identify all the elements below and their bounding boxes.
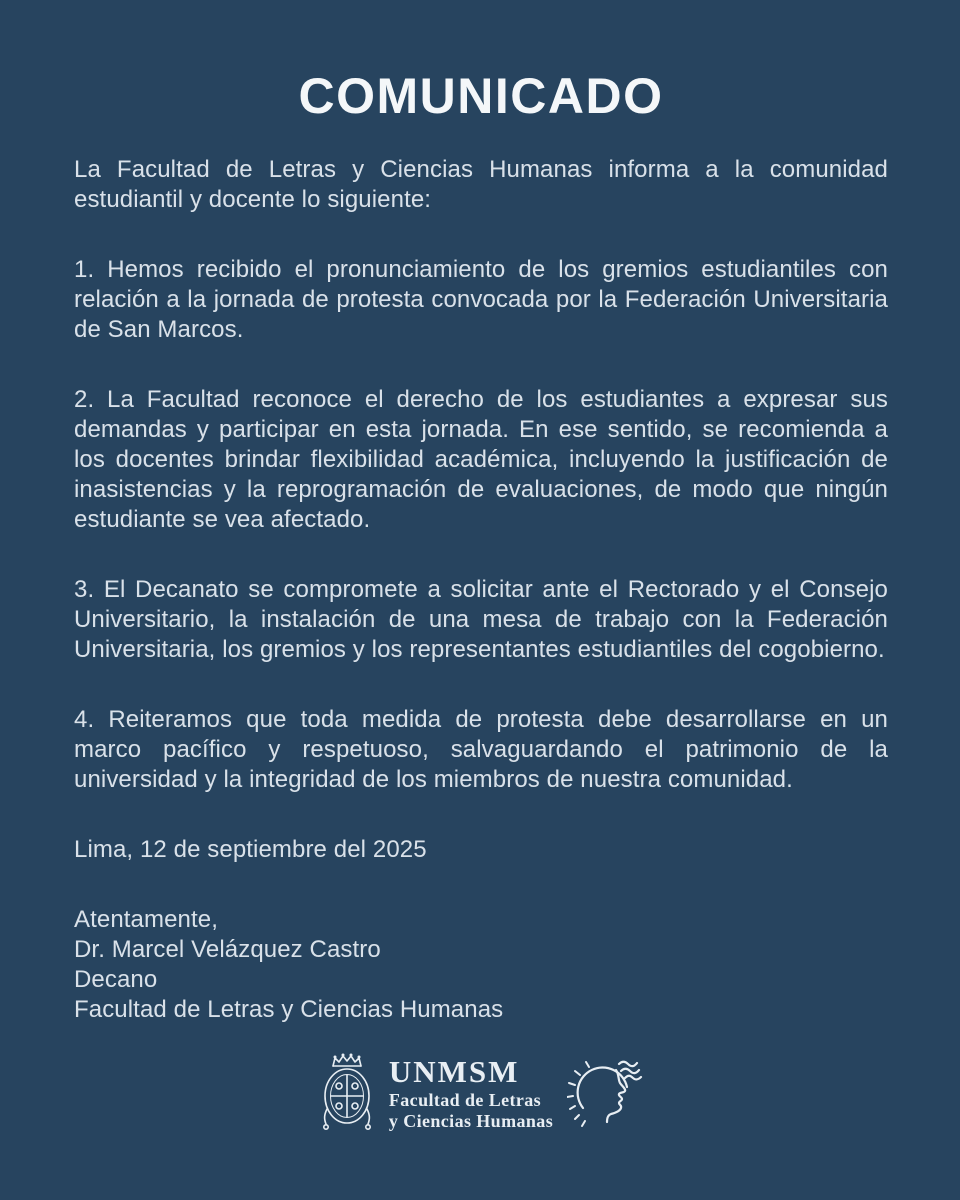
faculty-name-line2: y Ciencias Humanas bbox=[388, 1111, 554, 1131]
announcement-body bbox=[74, 155, 888, 1025]
paragraph-3: 3. El Decanato se compromete a solicitar ante el Rectorado y el Consejo Universitario, la instalación de una mesa de trabajo con la Federación Universitaria, los gremios y los representantes estudiantiles del cogobierno. bbox=[74, 576, 888, 663]
faculty-name-line1: Facultad de Letras bbox=[388, 1090, 542, 1110]
paragraph-1: 1. Hemos recibido el pronunciamiento de los gremios estudiantiles con relación a la jornada de protesta convocada por la Federación Universitaria de San Marcos. bbox=[74, 256, 888, 343]
signature-block bbox=[74, 905, 888, 1025]
page-title: COMUNICADO bbox=[298, 68, 664, 124]
paragraph-2: 2. La Facultad reconoce el derecho de los estudiantes a expresar sus demandas y participar en esta jornada. En ese sentido, se recomienda a los docentes brindar flexibilidad académica, incluyendo la justificación de inasistencias y la reprogramación de evaluaciones, de modo que ningún estudiante se vea afectado. bbox=[74, 386, 888, 533]
unmsm-coat-of-arms-icon bbox=[319, 1053, 375, 1133]
signature-role: Decano bbox=[74, 966, 158, 993]
unmsm-acronym: UNMSM bbox=[388, 1054, 520, 1089]
signature-name: Dr. Marcel Velázquez Castro bbox=[74, 936, 381, 963]
intro-paragraph: La Facultad de Letras y Ciencias Humanas informa a la comunidad estudiantil y docente lo siguiente: bbox=[74, 156, 888, 213]
paragraph-4: 4. Reiteramos que toda medida de protesta debe desarrollarse en un marco pacífico y respetuoso, salvaguardando el patrimonio de la universidad y la integridad de los miembros de nuestra comunidad. bbox=[74, 706, 888, 793]
signature-salutation: Atentamente, bbox=[74, 906, 218, 933]
signature-faculty: Facultad de Letras y Ciencias Humanas bbox=[74, 996, 504, 1023]
footer-logo bbox=[74, 1053, 888, 1133]
footer-logo-text bbox=[389, 1056, 553, 1130]
date-line: Lima, 12 de septiembre del 2025 bbox=[74, 836, 427, 863]
letras-face-icon bbox=[567, 1057, 643, 1129]
